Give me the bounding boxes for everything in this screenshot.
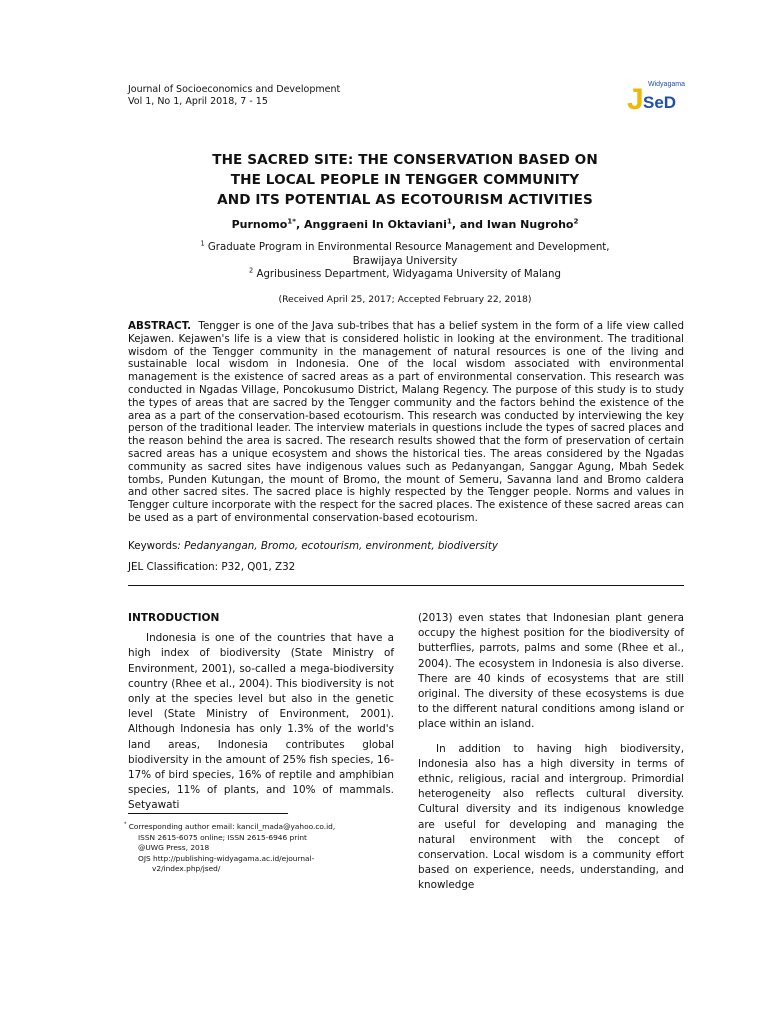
paper-title (130, 150, 680, 210)
author-2: , Anggraeni In Oktaviani (296, 218, 447, 231)
received-dates: (Received April 25, 2017; Accepted February 22, 2018) (278, 294, 532, 305)
footnote-ojs: OJS http://publishing-widyagama.ac.id/ejournal- (138, 853, 315, 863)
volume-info: Vol 1, No 1, April 2018, 7 - 15 (128, 96, 268, 107)
body-column-left (128, 611, 394, 814)
footnote-ojs-path: v2/index.php/jsed/ (152, 864, 221, 874)
footnote-divider (128, 813, 288, 814)
logo-j: J (627, 83, 644, 112)
keywords-label: Keywords (128, 540, 178, 552)
author-2-sup: 1 (446, 216, 452, 226)
body-column-right (418, 611, 684, 894)
footnote-email: Corresponding author email: kancil_mada@yahoo.co.id, (126, 822, 336, 831)
journal-header (128, 84, 340, 108)
author-3-sup: 2 (573, 216, 579, 226)
paragraph: Indonesia is one of the countries that have a high index of biodiversity (State Ministry of Environment, 2001), so-called a mega-biodiversity country (Rhee et al., 2004). This biodiversity is not only at the species level but also in the genetic level (State Ministry of Environment, 2001). Although Indonesia has only 1.3% of the world's land areas, Indonesia contributes global biodiversity in the amount of 25% fish species, 16-17% of bird species, 16% of reptile and amphibian species, 11% of plants, and 10% of mammals. Setyawati (128, 632, 394, 812)
title-line-3: AND ITS POTENTIAL AS ECOTOURISM ACTIVITIES (217, 192, 593, 208)
abstract-label: ABSTRACT. (128, 320, 192, 332)
affil-2-sup: 2 (249, 266, 254, 275)
paragraph: In addition to having high biodiversity, Indonesia also has a high diversity in terms of ethnic, religious, racial and intergroup. Primordial heterogeneity also reflects cultural diversity. Cultural diversity and its indigenous knowledge are useful for developing and managing the natural environment with the concept of conservation. Local wisdom is a community effort based on experience, needs, understanding, and knowledge (418, 742, 684, 892)
author-1-sup: 1* (287, 216, 296, 226)
author-list (130, 218, 680, 231)
title-line-1: THE SACRED SITE: THE CONSERVATION BASED ON (212, 152, 598, 168)
logo-small-text: Widyagama (648, 81, 685, 88)
abstract-text: Tengger is one of the Java sub-tribes that has a belief system in the form of a life view called Kejawen. Kejawen's life is a view that is considered holistic in looking at the environment. The traditional wisdom of the Tengger community in the management of natural resources is one of the living and sustainable local wisdom in Indonesia. One of the local wisdom associated with environmental management is the existence of sacred areas as a part of environmental conservation. This research was conducted in Ngadas Village, Poncokusumo District, Malang Regency. The purpose of this study is to study the types of areas that are sacred by the Tengger community and the factors behind the existence of the area as a part of the conservation-based ecotourism. This research was conducted by interviewing the key person of the traditional leader. The interview materials in questions include the types of sacred places and the reason behind the area is sacred. The research results showed that the form of preservation of certain sacred areas has a unique ecosystem and shows the historical ties. The areas considered by the Ngadas community as sacred sites have indigenous values such as Pedanyangan, Sanggar Agung, Mbah Sedek tombs, Punden Kutungan, the mount of Bromo, the mount of Semeru, Savanna land and Bromo caldera and other sacred sites. The sacred place is highly respected by the Tengger people. Norms and values in Tengger culture incorporate with the respect for the sacred places. The existence of these sacred areas can be used as a part of environmental conservation-based ecotourism. (128, 320, 684, 524)
jsed-logo (626, 78, 688, 112)
affiliations (130, 241, 680, 282)
title-line-2: THE LOCAL PEOPLE IN TENGGER COMMUNITY (230, 172, 580, 188)
paragraph: (2013) even states that Indonesian plant genera occupy the highest position for the biodiversity of butterflies, parrots, palms and some (Rhee et al., 2004). The ecosystem in Indonesia is also diverse. There are 40 kinds of ecosystems that are still original. The diversity of these ecosystems is due to the different natural conditions among island or place within an island. (418, 612, 684, 731)
affil-1-line-1: Graduate Program in Environmental Resource Management and Development, (204, 242, 610, 253)
footnote-sup: * (124, 822, 127, 828)
author-3: , and Iwan Nugroho (451, 218, 574, 231)
jel-classification: JEL Classification: P32, Q01, Z32 (128, 561, 296, 573)
abstract (128, 320, 684, 525)
keywords-list: : Pedanyangan, Bromo, ecotourism, environment, biodiversity (177, 540, 498, 552)
footnote-issn: ISSN 2615-6075 online; ISSN 2615-6946 print (138, 832, 307, 842)
section-divider (128, 585, 684, 586)
logo-sed: SeD (643, 93, 677, 112)
affil-1-line-2: Brawijaya University (352, 255, 458, 267)
affil-1-sup: 1 (200, 239, 205, 248)
introduction-heading: INTRODUCTION (128, 612, 220, 624)
keywords (128, 540, 498, 552)
author-1: Purnomo (231, 218, 288, 231)
journal-name: Journal of Socioeconomics and Development (128, 84, 341, 95)
affil-2: Agribusiness Department, Widyagama University of Malang (253, 269, 561, 281)
footnote-press: @UWG Press, 2018 (138, 843, 210, 853)
jsed-logo-icon (626, 78, 688, 112)
footnotes (124, 822, 394, 875)
